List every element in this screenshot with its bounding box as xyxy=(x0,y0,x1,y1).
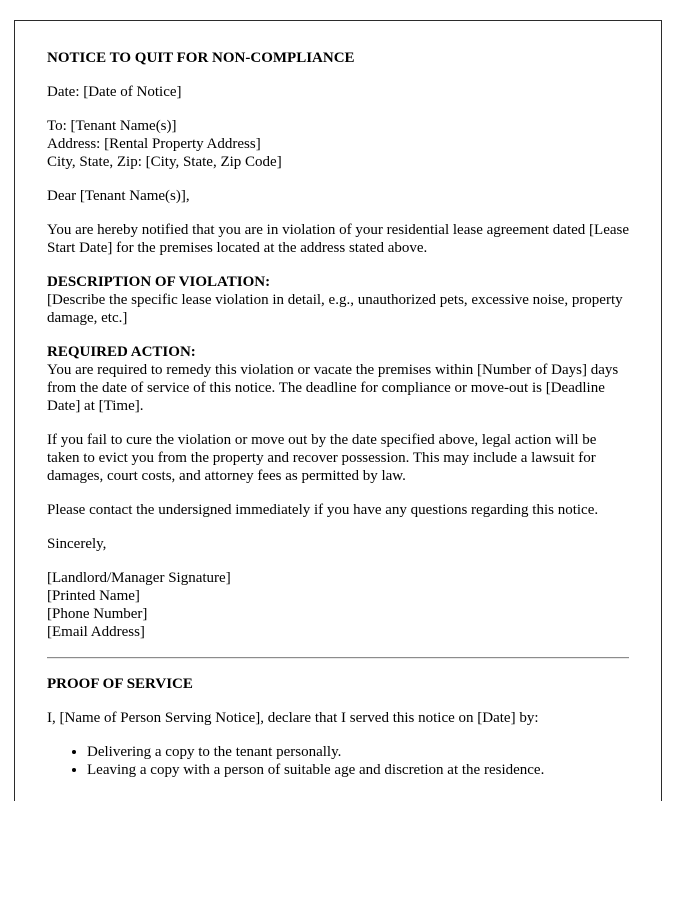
document-title: NOTICE TO QUIT FOR NON-COMPLIANCE xyxy=(47,50,355,66)
violation-heading: DESCRIPTION OF VIOLATION: xyxy=(47,274,271,290)
service-methods-list xyxy=(47,743,629,779)
salutation: Dear [Tenant Name(s)], xyxy=(47,188,190,204)
required-action-heading: REQUIRED ACTION: xyxy=(47,344,196,360)
notice-document xyxy=(14,20,662,801)
signature-block xyxy=(47,569,629,641)
contact-paragraph: Please contact the undersigned immediately if you have any questions regarding this notice. xyxy=(47,502,599,518)
required-action-section xyxy=(47,343,629,415)
intro-paragraph: You are hereby notified that you are in violation of your residential lease agreement dated [Lease Start Date] for the premises located at the address stated above. xyxy=(47,222,630,256)
email-address-line: [Email Address] xyxy=(47,624,145,640)
closing: Sincerely, xyxy=(47,536,107,552)
recipient-city-state-zip-line: City, State, Zip: [City, State, Zip Code] xyxy=(47,154,282,170)
consequences-paragraph: If you fail to cure the violation or move out by the date specified above, legal action will be taken to evict you from the property and recover possession. This may include a lawsuit for damages, court costs, and attorney fees as permitted by law. xyxy=(47,432,597,484)
proof-of-service-heading: PROOF OF SERVICE xyxy=(47,676,193,692)
violation-section xyxy=(47,273,629,327)
date-line: Date: [Date of Notice] xyxy=(47,84,182,100)
proof-of-service-declaration: I, [Name of Person Serving Notice], declare that I served this notice on [Date] by: xyxy=(47,710,539,726)
recipient-block xyxy=(47,117,629,171)
service-method-item: • Leaving a copy with a person of suitable age and discretion at the residence. xyxy=(87,761,629,779)
required-action-body: You are required to remedy this violation or vacate the premises within [Number of Days] days from the date of service of this notice. The deadline for compliance or move-out is [Deadline Date] at [Time]. xyxy=(47,362,619,414)
signature-line: [Landlord/Manager Signature] xyxy=(47,570,231,586)
phone-number-line: [Phone Number] xyxy=(47,606,148,622)
service-method-item: • Delivering a copy to the tenant personally. xyxy=(87,743,629,761)
violation-body: [Describe the specific lease violation in detail, e.g., unauthorized pets, excessive noise, property damage, etc.] xyxy=(47,292,623,326)
printed-name-line: [Printed Name] xyxy=(47,588,140,604)
section-divider xyxy=(47,657,629,659)
recipient-address-line: Address: [Rental Property Address] xyxy=(47,136,261,152)
recipient-to-line: To: [Tenant Name(s)] xyxy=(47,118,177,134)
